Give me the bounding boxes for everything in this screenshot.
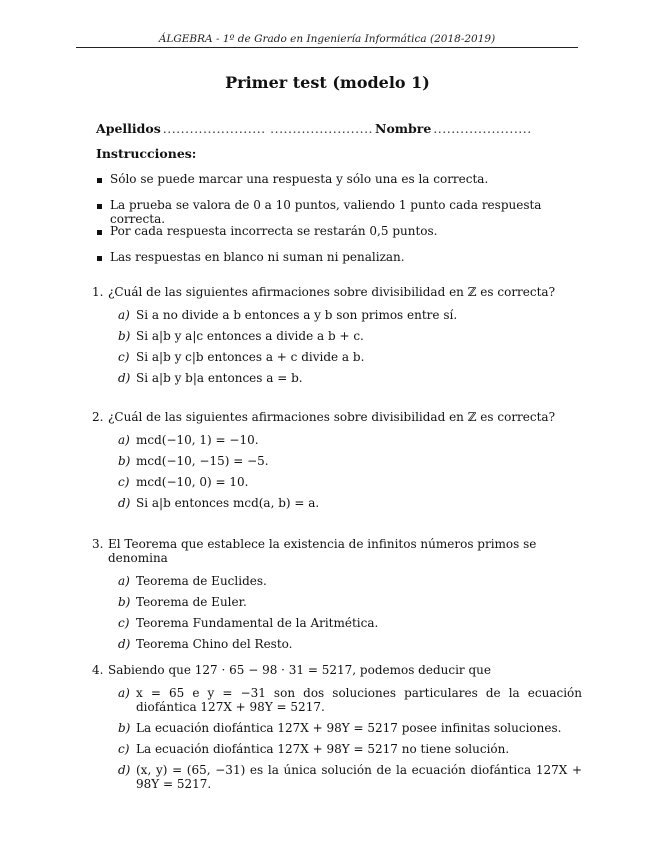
options-list [118, 686, 582, 791]
instruction-item: Las respuestas en blanco ni suman ni penalizan. [96, 250, 586, 276]
instruction-item: La prueba se valora de 0 a 10 puntos, valiendo 1 punto cada respuesta correcta. [96, 198, 586, 224]
option-b[interactable]: b) Teorema de Euler. [118, 595, 247, 609]
question-2 [92, 410, 582, 517]
question-text: ¿Cuál de las siguientes afirmaciones sobre divisibilidad en ℤ es correcta? [108, 410, 556, 424]
apellidos-blank: ....................... ....................... [162, 121, 374, 136]
option-b[interactable]: b) Si a|b y a|c entonces a divide a b + c. [118, 329, 364, 343]
option-d[interactable]: d) Si a|b entonces mcd(a, b) = a. [118, 496, 320, 510]
options-list [118, 433, 582, 510]
question-text: El Teorema que establece la existencia de infinitos números primos se denomina [108, 537, 537, 565]
options-list [118, 574, 582, 651]
name-fields-row [96, 121, 578, 136]
question-text: Sabiendo que 127 · 65 − 98 · 31 = 5217, podemos deducir que [108, 663, 491, 677]
bullet-square-icon [97, 204, 102, 209]
option-a[interactable]: a) mcd(−10, 1) = −10. [118, 433, 259, 447]
question-number: 2. [92, 410, 104, 424]
nombre-label: Nombre [375, 121, 432, 136]
question-4 [92, 663, 582, 798]
option-c[interactable]: c) Teorema Fundamental de la Aritmética. [118, 616, 379, 630]
apellidos-label: Apellidos [96, 121, 161, 136]
question-3 [92, 537, 582, 658]
question-number: 1. [92, 285, 104, 299]
bullet-square-icon [97, 256, 102, 261]
instruction-item: Por cada respuesta incorrecta se restarán 0,5 puntos. [96, 224, 586, 250]
option-d[interactable]: d) Si a|b y b|a entonces a = b. [118, 371, 303, 385]
header-rule [76, 47, 578, 48]
options-list [118, 308, 582, 385]
option-c[interactable]: c) Si a|b y c|b entonces a + c divide a b. [118, 350, 365, 364]
nombre-blank: ...................... [433, 121, 532, 136]
question-number: 3. [92, 537, 104, 551]
question-1 [92, 285, 582, 392]
option-d[interactable]: d) (x, y) = (65, −31) es la única solución de la ecuación diofántica 127X + 98Y = 5217. [118, 763, 582, 791]
option-a[interactable]: a) x = 65 e y = −31 son dos soluciones particulares de la ecuación diofántica 127X + 98Y = 5217. [118, 686, 582, 714]
instructions-heading: Instrucciones: [96, 146, 197, 161]
option-c[interactable]: c) La ecuación diofántica 127X + 98Y = 5217 no tiene solución. [118, 742, 510, 756]
instruction-item: Sólo se puede marcar una respuesta y sólo una es la correcta. [96, 172, 586, 198]
option-b[interactable]: b) mcd(−10, −15) = −5. [118, 454, 269, 468]
document-title: Primer test (modelo 1) [225, 73, 430, 92]
option-c[interactable]: c) mcd(−10, 0) = 10. [118, 475, 249, 489]
bullet-square-icon [97, 178, 102, 183]
question-number: 4. [92, 663, 104, 677]
question-text: ¿Cuál de las siguientes afirmaciones sobre divisibilidad en ℤ es correcta? [108, 285, 556, 299]
option-a[interactable]: a) Teorema de Euclides. [118, 574, 267, 588]
option-d[interactable]: d) Teorema Chino del Resto. [118, 637, 293, 651]
instructions-list [96, 172, 586, 276]
bullet-square-icon [97, 230, 102, 235]
option-b[interactable]: b) La ecuación diofántica 127X + 98Y = 5217 posee infinitas soluciones. [118, 721, 562, 735]
option-a[interactable]: a) Si a no divide a b entonces a y b son primos entre sí. [118, 308, 458, 322]
page-header: ÁLGEBRA - 1º de Grado en Ingeniería Informática (2018-2019) [158, 33, 496, 45]
